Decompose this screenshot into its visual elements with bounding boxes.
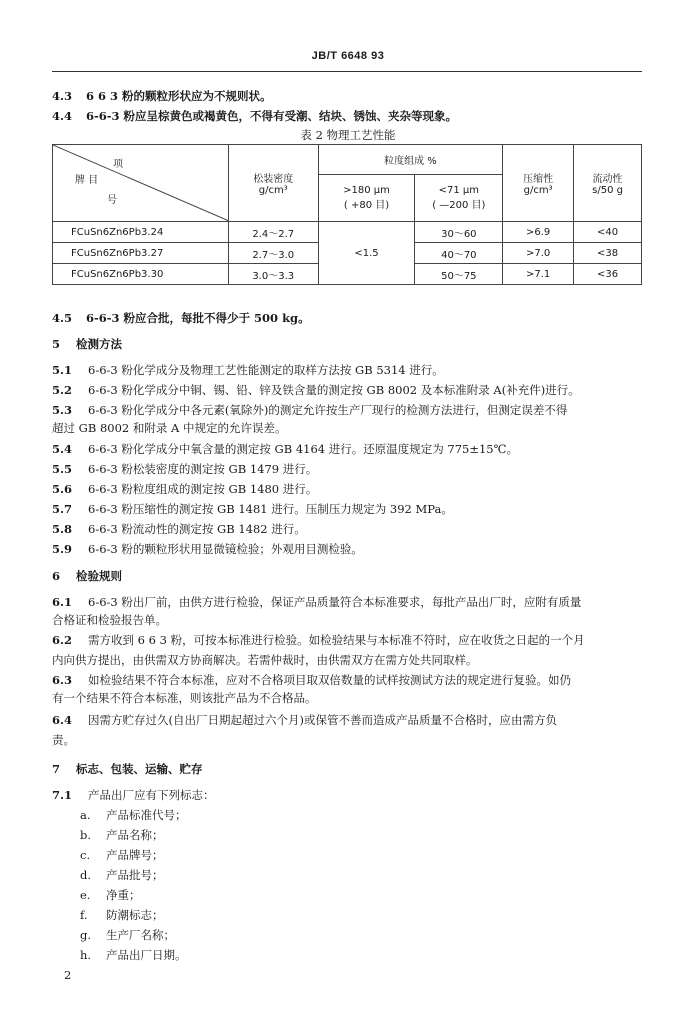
clause-6-3: [52, 672, 571, 688]
clause-6-4-cont: [52, 732, 75, 748]
col-header-fine: [415, 175, 503, 222]
section-5-heading: [52, 336, 122, 352]
col-header-particle: 粒度组成 %: [318, 145, 503, 175]
clause-text: 内向供方提出，由供需双方协商解决。若需仲裁时，由供需双方在需方处共同取样。: [52, 653, 478, 667]
clause-number: 5.4: [52, 442, 73, 456]
col-header-flow: [574, 145, 642, 222]
list-item-text: 生产厂名称；: [106, 928, 175, 942]
clause-number: 4.5: [52, 311, 73, 325]
list-item-key: e.: [80, 888, 91, 902]
clause-number: 5.9: [52, 542, 73, 556]
clause-number: 5.5: [52, 462, 73, 476]
clause-5-1: [52, 362, 444, 378]
cell-grade: FCuSn6Zn6Pb3.27: [53, 243, 229, 264]
clause-text: 有一个结果不符合本标准，则该批产品为不合格品。: [52, 691, 317, 705]
page-number: 2: [64, 968, 72, 982]
col-header-density-unit: g/cm³: [258, 185, 288, 196]
clause-number: 6.2: [52, 633, 73, 647]
list-item-text: 净重；: [106, 888, 141, 902]
clause-5-7: [52, 501, 453, 517]
list-item-text: 产品牌号；: [106, 848, 164, 862]
col-header-fine-mesh: ( —200 目): [432, 200, 486, 212]
cell-grade: FCuSn6Zn6Pb3.30: [53, 264, 229, 285]
col-header-coarse: [318, 175, 415, 222]
diagonal-header-cell: [53, 145, 229, 222]
section-7-heading: [52, 761, 203, 777]
document-header: JB/T 6648 93: [311, 50, 385, 62]
clause-6-1-cont: [52, 612, 167, 628]
clause-number: 5.1: [52, 363, 73, 377]
clause-text: 超过 GB 8002 和附录 A 中规定的允许误差。: [52, 421, 287, 435]
clause-number: 5.8: [52, 522, 73, 536]
clause-5-8: [52, 521, 306, 537]
cell-fine: 30～60: [415, 222, 503, 243]
cell-flow: <40: [574, 222, 642, 243]
col-header-coarse-size: >180 μm: [343, 185, 390, 197]
clause-text: 因需方贮存过久(自出厂日期起超过六个月)或保管不善而造成产品质量不合格时，应由需方负: [88, 713, 557, 727]
clause-text: 责。: [52, 733, 75, 747]
cell-density: 3.0～3.3: [228, 264, 318, 285]
clause-5-4: [52, 441, 518, 457]
list-item: [80, 827, 164, 843]
clause-text: 6-6-3 粉化学成分及物理工艺性能测定的取样方法按 GB 5314 进行。: [88, 363, 444, 377]
clause-text: 6-6-3 粉粒度组成的测定按 GB 1480 进行。: [88, 482, 318, 496]
list-item-key: f.: [80, 908, 88, 922]
cell-density: 2.4～2.7: [228, 222, 318, 243]
clause-6-4: [52, 712, 557, 728]
clause-number: 6.1: [52, 595, 73, 609]
cell-flow: <36: [574, 264, 642, 285]
clause-text: 产品出厂应有下列标志：: [88, 788, 215, 802]
section-number: 5: [52, 337, 61, 351]
clause-text: 6-6-3 粉化学成分中氧含量的测定按 GB 4164 进行。还原温度规定为 775±15℃。: [88, 442, 518, 456]
cell-grade: FCuSn6Zn6Pb3.24: [53, 222, 229, 243]
list-item: [80, 927, 175, 943]
list-item: [80, 947, 187, 963]
section-title: 检测方法: [76, 337, 122, 351]
list-item-key: d.: [80, 868, 92, 882]
clause-text: 如检验结果不符合本标准，应对不合格项目取双倍数量的试样按测试方法的规定进行复验。如仍: [88, 673, 571, 687]
clause-text: 6-6-3 粉的颗粒形状用显微镜检验；外观用目测检验。: [88, 542, 363, 556]
list-item: [80, 807, 187, 823]
clause-number: 5.3: [52, 403, 73, 417]
clause-4-5: [52, 310, 310, 326]
clause-text: 6-6-3 粉化学成分中铜、锡、铅、锌及铁含量的测定按 GB 8002 及本标准附录 A(补充件)进行。: [88, 383, 580, 397]
list-item-key: h.: [80, 948, 92, 962]
clause-text: 6-6-3 粉流动性的测定按 GB 1482 进行。: [88, 522, 306, 536]
clause-5-9: [52, 541, 363, 557]
header-rule: [52, 71, 642, 72]
clause-6-3-cont: [52, 690, 317, 706]
clause-6-2-cont: [52, 652, 478, 668]
cell-coarse-merged: <1.5: [318, 222, 415, 285]
section-number: 6: [52, 569, 61, 583]
clause-6-2: [52, 632, 585, 648]
clause-number: 6.4: [52, 713, 73, 727]
clause-text: 合格证和检验报告单。: [52, 613, 167, 627]
clause-5-5: [52, 461, 317, 477]
physical-properties-table: [52, 144, 642, 285]
list-item-key: b.: [80, 828, 92, 842]
diag-label-mid: 牌 目: [75, 175, 99, 186]
clause-5-3-cont: [52, 420, 287, 436]
clause-number: 5.7: [52, 502, 73, 516]
clause-text: 6-6-3 粉应呈棕黄色或褐黄色，不得有受潮、结块、锈蚀、夹杂等现象。: [86, 109, 458, 123]
clause-text: 6-6-3 粉化学成分中各元素(氧除外)的测定允许按生产厂现行的检测方法进行，但测定误差不得: [88, 403, 568, 417]
clause-7-1: [52, 787, 215, 803]
col-header-compress: [503, 145, 574, 222]
list-item-text: 产品出厂日期。: [106, 948, 187, 962]
clause-text: 6-6-3 粉压缩性的测定按 GB 1481 进行。压制压力规定为 392 MPa。: [88, 502, 453, 516]
clause-number: 6.3: [52, 673, 73, 687]
clause-text: 需方收到 6 6 3 粉，可按本标准进行检验。如检验结果与本标准不符时，应在收货之日起的一个月: [88, 633, 585, 647]
cell-density: 2.7～3.0: [228, 243, 318, 264]
clause-number: 5.6: [52, 482, 73, 496]
list-item: [80, 907, 164, 923]
col-header-coarse-mesh: ( +80 目): [343, 200, 390, 212]
list-item-text: 防潮标志；: [106, 908, 164, 922]
clause-6-1: [52, 594, 581, 610]
table-row: [53, 222, 642, 243]
clause-number: 7.1: [52, 788, 73, 802]
clause-text: 6-6-3 粉应合批，每批不得少于 500 kg。: [86, 311, 310, 325]
clause-text: 6 6 3 粉的颗粒形状应为不规则状。: [86, 89, 272, 103]
section-title: 检验规则: [76, 569, 122, 583]
list-item-key: g.: [80, 928, 92, 942]
cell-fine: 50～75: [415, 264, 503, 285]
list-item-text: 产品名称；: [106, 828, 164, 842]
clause-4-4: [52, 108, 457, 124]
list-item-text: 产品标准代号；: [106, 808, 187, 822]
cell-compress: >6.9: [503, 222, 574, 243]
list-item-key: c.: [80, 848, 91, 862]
cell-compress: >7.0: [503, 243, 574, 264]
list-item: [80, 847, 164, 863]
list-item-text: 产品批号；: [106, 868, 164, 882]
col-header-compress-unit: g/cm³: [523, 185, 553, 196]
clause-number: 5.2: [52, 383, 73, 397]
clause-5-6: [52, 481, 317, 497]
diag-label-top: 项: [113, 159, 123, 170]
clause-5-2: [52, 382, 580, 398]
clause-4-3: [52, 88, 272, 104]
clause-text: 6-6-3 粉松装密度的测定按 GB 1479 进行。: [88, 462, 318, 476]
cell-fine: 40～70: [415, 243, 503, 264]
section-number: 7: [52, 762, 61, 776]
section-6-heading: [52, 568, 122, 584]
list-item-key: a.: [80, 808, 91, 822]
diag-label-bottom: 号: [107, 195, 117, 206]
list-item: [80, 867, 164, 883]
clause-5-3: [52, 402, 567, 418]
cell-compress: >7.1: [503, 264, 574, 285]
table-title: 表 2 物理工艺性能: [300, 128, 396, 142]
clause-text: 6-6-3 粉出厂前，由供方进行检验，保证产品质量符合本标准要求，每批产品出厂时，应附有质量: [88, 595, 582, 609]
col-header-compress-label: 压缩性: [523, 174, 554, 185]
list-item: [80, 887, 141, 903]
clause-number: 4.4: [52, 109, 73, 123]
col-header-flow-unit: s/50 g: [592, 185, 623, 196]
col-header-density-label: 松装密度: [253, 174, 294, 185]
clause-number: 4.3: [52, 89, 73, 103]
cell-flow: <38: [574, 243, 642, 264]
col-header-fine-size: <71 μm: [438, 185, 480, 197]
col-header-flow-label: 流动性: [592, 174, 623, 185]
section-title: 标志、包装、运输、贮存: [76, 762, 203, 776]
col-header-density: [228, 145, 318, 222]
